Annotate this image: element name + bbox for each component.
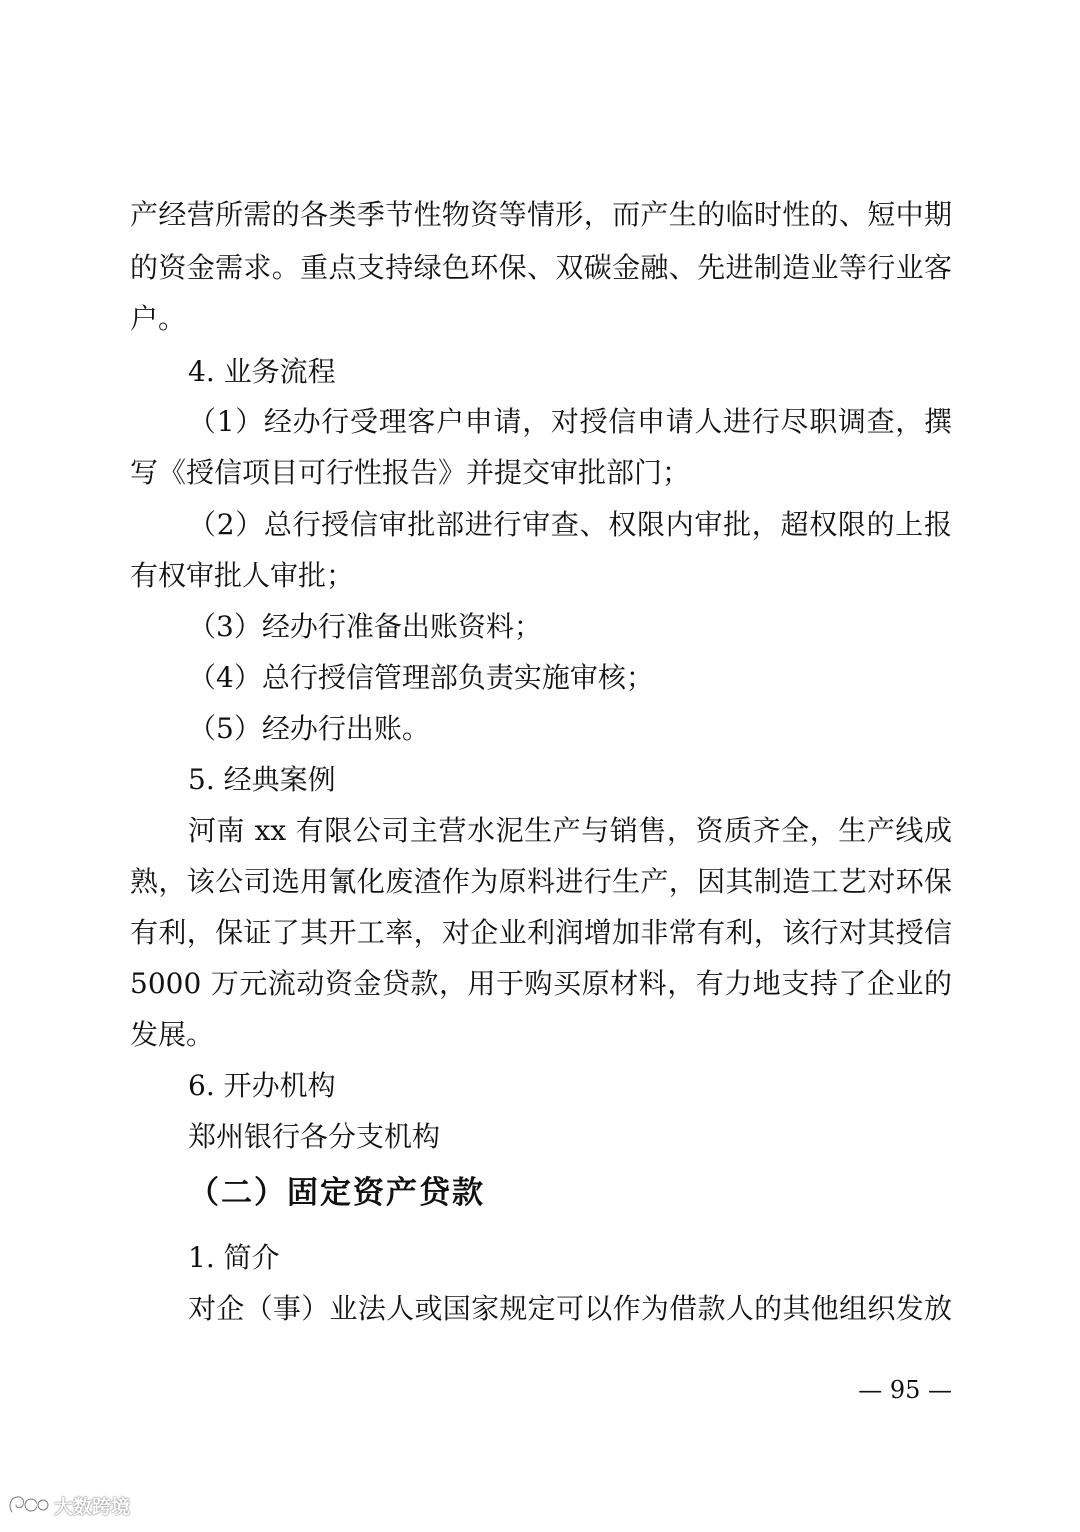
paragraph-line: （1）经办行受理客户申请，对授信申请人进行尽职调查，撰 bbox=[188, 405, 952, 438]
paragraph-line: 河南 xx 有限公司主营水泥生产与销售，资质齐全，生产线成 bbox=[188, 814, 952, 847]
paragraph-line: 郑州银行各分支机构 bbox=[188, 1120, 441, 1153]
paragraph-line: 对企（事）业法人或国家规定可以作为借款人的其他组织发放 bbox=[188, 1292, 952, 1325]
section-heading: 1. 简介 bbox=[188, 1241, 280, 1274]
brand-logo-icon bbox=[6, 1490, 50, 1520]
paragraph-line: 有权审批人审批； bbox=[130, 559, 355, 592]
section-heading: 6. 开办机构 bbox=[188, 1069, 336, 1102]
watermark bbox=[6, 1490, 130, 1520]
chapter-heading: （二）固定资产贷款 bbox=[188, 1175, 485, 1211]
section-heading: 5. 经典案例 bbox=[188, 763, 336, 796]
paragraph-line: （5）经办行出账。 bbox=[188, 712, 430, 745]
paragraph-line: （3）经办行准备出账资料； bbox=[188, 610, 542, 643]
watermark-text: 大数跨境 bbox=[54, 1495, 131, 1518]
paragraph-line: 熟，该公司选用氰化废渣作为原料进行生产，因其制造工艺对环保 bbox=[130, 865, 952, 898]
paragraph-line: 5000 万元流动资金贷款，用于购买原材料，有力地支持了企业的 bbox=[130, 967, 952, 1000]
paragraph-line: 产经营所需的各类季节性物资等情形，而产生的临时性的、短中期 bbox=[130, 198, 952, 231]
paragraph-line: 的资金需求。重点支持绿色环保、双碳金融、先进制造业等行业客 bbox=[130, 251, 952, 284]
paragraph-line: 发展。 bbox=[130, 1018, 215, 1051]
paragraph-line: 写《授信项目可行性报告》并提交审批部门； bbox=[130, 456, 691, 489]
paragraph-line: （2）总行授信审批部进行审查、权限内审批，超权限的上报 bbox=[188, 508, 952, 541]
page-number: — 95 — bbox=[858, 1376, 952, 1404]
paragraph-line: （4）总行授信管理部负责实施审核； bbox=[188, 661, 654, 694]
paragraph-line: 有利，保证了其开工率，对企业利润增加非常有利，该行对其授信 bbox=[130, 916, 952, 949]
section-heading: 4. 业务流程 bbox=[188, 355, 336, 388]
paragraph-line: 户。 bbox=[130, 302, 187, 335]
